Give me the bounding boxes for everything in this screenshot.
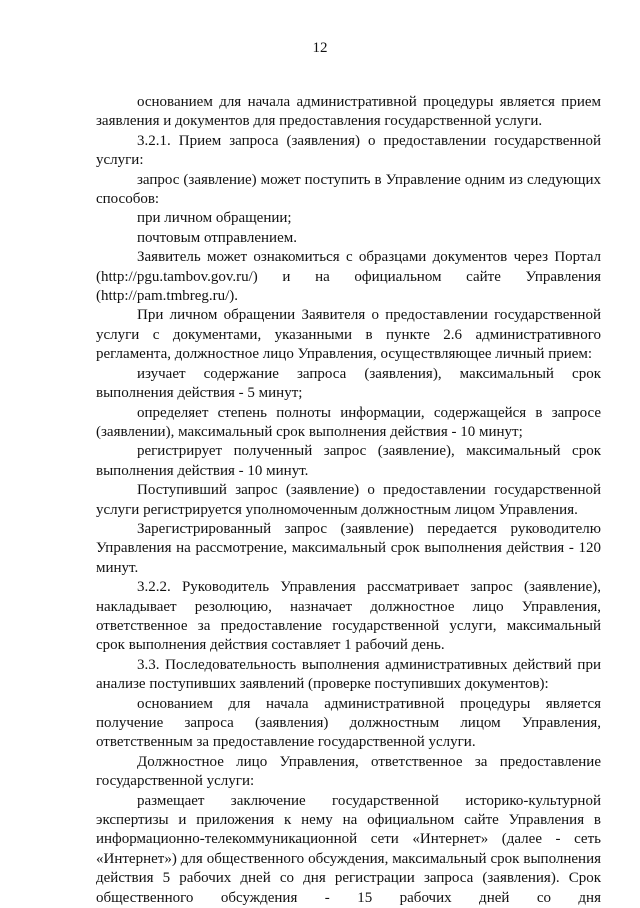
paragraph: Поступивший запрос (заявление) о предоставлении государственной услуги регистрируется уполномоченным должностным лицом Управления.	[96, 482, 601, 518]
page-number: 12	[312, 40, 328, 56]
paragraph: При личном обращении Заявителя о предоставлении государственной услуги с документами, указанными в пункте 2.6 административного регламента, должностное лицо Управления, осуществляющее личный прием:	[96, 307, 601, 363]
paragraph: Заявитель может ознакомиться с образцами документов через Портал (http://pgu.tambov.gov.ru/) и на официальном сайте Управления (http://pam.tmbreg.ru/).	[96, 249, 601, 305]
paragraph: запрос (заявление) может поступить в Управление одним из следующих способов:	[96, 171, 601, 208]
paragraph: изучает содержание запроса (заявления), максимальный срок выполнения действия - 5 минут;	[96, 365, 601, 402]
paragraph: 3.3. Последовательность выполнения административных действий при анализе поступивших заявлений (проверке поступивших документов):	[96, 656, 601, 693]
paragraph: 3.2.2. Руководитель Управления рассматривает запрос (заявление), накладывает резолюцию, назначает должностное лицо Управления, ответственное за предоставление государственной услуги, максимальный срок выполнения действия составляет 1 рабочий день.	[96, 579, 601, 654]
paragraph: при личном обращении;	[137, 210, 292, 227]
paragraph: почтовым отправлением.	[137, 229, 297, 246]
paragraph: 3.2.1. Прием запроса (заявления) о предоставлении государственной услуги:	[96, 132, 601, 169]
paragraph: определяет степень полноты информации, содержащейся в запросе (заявлении), максимальный срок выполнения действия - 10 минут;	[96, 404, 601, 440]
paragraph: основанием для начала административной процедуры является прием заявления и документов для предоставления государственной услуги.	[96, 94, 601, 130]
document-body	[96, 93, 601, 908]
paragraph: основанием для начала административной процедуры является получение запроса (заявления) должностным лицом Управления, ответственным за предоставление государственной услуги.	[96, 695, 601, 751]
paragraph: Зарегистрированный запрос (заявление) передается руководителю Управления на рассмотрение, максимальный срок выполнения действия - 120 минут.	[96, 520, 601, 576]
paragraph: регистрирует полученный запрос (заявление), максимальный срок выполнения действия - 10 минут.	[96, 443, 601, 479]
paragraph: размещает заключение государственной историко-культурной экспертизы и приложения к нему на официальном сайте Управления в информационно-телекоммуникационной сети «Интернет» (далее - сеть «Интернет») для общественного обсуждения, максимальный срок выполнения действия 5 рабочих дней со дня регистрации запроса (заявления). Срок общественного обсуждения - 15 рабочих дней со дня	[96, 792, 601, 906]
paragraph: Должностное лицо Управления, ответственное за предоставление государственной услуги:	[96, 753, 601, 790]
